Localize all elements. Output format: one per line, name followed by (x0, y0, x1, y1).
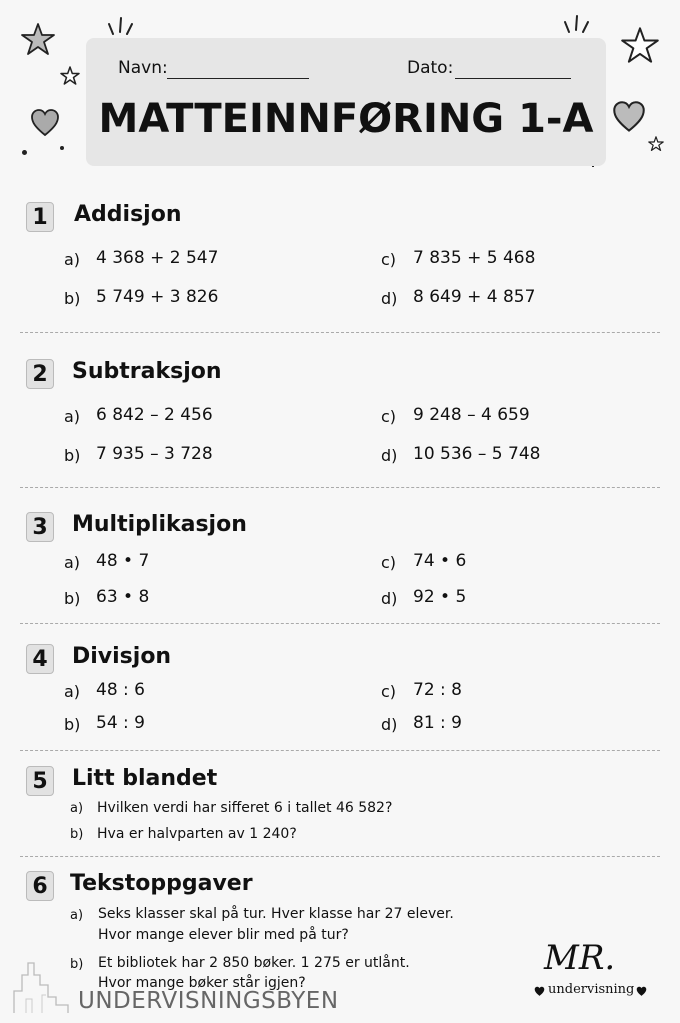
footer-brand: UNDERVISNINGSBYEN (78, 988, 339, 1014)
section-title: Litt blandet (72, 766, 218, 791)
item-letter: b) (70, 827, 84, 842)
city-skyline-icon (12, 955, 82, 1015)
section-title: Tekstoppgaver (70, 871, 253, 896)
item-letter: a) (64, 407, 81, 426)
item-letter: d) (381, 446, 398, 465)
item-letter: a) (64, 250, 81, 269)
dot-decoration (60, 146, 64, 150)
name-label: Navn: (118, 58, 168, 78)
item-letter: a) (64, 682, 81, 701)
section-divider (20, 332, 660, 333)
section-number: 1 (26, 202, 54, 232)
item-letter: b) (64, 715, 81, 734)
task-text-line: Seks klasser skal på tur. Hver klasse har 27 elever. (98, 906, 454, 922)
task-text: 48 : 6 (96, 680, 145, 700)
task-text: 7 935 – 3 728 (96, 444, 213, 464)
heart-icon (534, 986, 545, 997)
star-icon (648, 136, 664, 152)
task-text: 63 • 8 (96, 587, 150, 607)
logo-sub: undervisning (548, 982, 635, 997)
item-letter: c) (381, 407, 397, 426)
section-divider (20, 487, 660, 488)
heart-icon (30, 108, 60, 138)
heart-icon (612, 100, 646, 134)
mr-undervisning-logo (530, 938, 650, 1008)
item-letter: d) (381, 289, 398, 308)
section-divider (20, 623, 660, 624)
task-text: 92 • 5 (413, 587, 467, 607)
star-icon (60, 66, 80, 86)
item-letter: b) (64, 289, 81, 308)
task-text: 72 : 8 (413, 680, 462, 700)
task-text: 6 842 – 2 456 (96, 405, 213, 425)
task-text: 54 : 9 (96, 713, 145, 733)
logo-main: MR. (544, 938, 616, 978)
date-field[interactable] (455, 78, 571, 79)
section-title: Subtraksjon (72, 359, 222, 384)
section-number: 3 (26, 512, 54, 542)
task-text: 8 649 + 4 857 (413, 287, 536, 307)
task-text: Hvilken verdi har sifferet 6 i tallet 46 582? (97, 800, 393, 816)
item-letter: a) (64, 553, 81, 572)
task-text: 4 368 + 2 547 (96, 248, 219, 268)
task-text: 5 749 + 3 826 (96, 287, 219, 307)
task-text: 7 835 + 5 468 (413, 248, 536, 268)
section-divider (20, 750, 660, 751)
section-number: 4 (26, 644, 54, 674)
section-number: 5 (26, 766, 54, 796)
task-text: 9 248 – 4 659 (413, 405, 530, 425)
task-text: Hva er halvparten av 1 240? (97, 826, 297, 842)
star-icon (620, 26, 660, 64)
heart-icon (636, 986, 647, 997)
sparkle-icon (564, 14, 590, 34)
item-letter: d) (381, 589, 398, 608)
sparkle-icon (108, 16, 134, 36)
date-label: Dato: (407, 58, 454, 78)
section-number: 2 (26, 359, 54, 389)
item-letter: a) (70, 801, 84, 816)
section-title: Multiplikasjon (72, 512, 247, 537)
star-icon (20, 22, 56, 56)
task-text-line: Hvor mange elever blir med på tur? (98, 927, 349, 943)
item-letter: b) (64, 446, 81, 465)
item-letter: c) (381, 682, 397, 701)
item-letter: a) (70, 908, 84, 923)
task-text: 81 : 9 (413, 713, 462, 733)
dot-decoration (22, 150, 27, 155)
section-title: Addisjon (74, 202, 182, 227)
section-title: Divisjon (72, 644, 172, 669)
item-letter: b) (70, 957, 84, 972)
name-field[interactable] (167, 78, 309, 79)
item-letter: c) (381, 553, 397, 572)
section-number: 6 (26, 871, 54, 901)
item-letter: d) (381, 715, 398, 734)
section-divider (20, 856, 660, 857)
task-text-line: Et bibliotek har 2 850 bøker. 1 275 er utlånt. (98, 955, 410, 971)
task-text-line: Hvor mange bøker står igjen? (98, 975, 306, 991)
item-letter: c) (381, 250, 397, 269)
item-letter: b) (64, 589, 81, 608)
task-text: 74 • 6 (413, 551, 467, 571)
page-title: MATTEINNFØRING 1-A (98, 96, 594, 142)
task-text: 10 536 – 5 748 (413, 444, 541, 464)
task-text: 48 • 7 (96, 551, 150, 571)
